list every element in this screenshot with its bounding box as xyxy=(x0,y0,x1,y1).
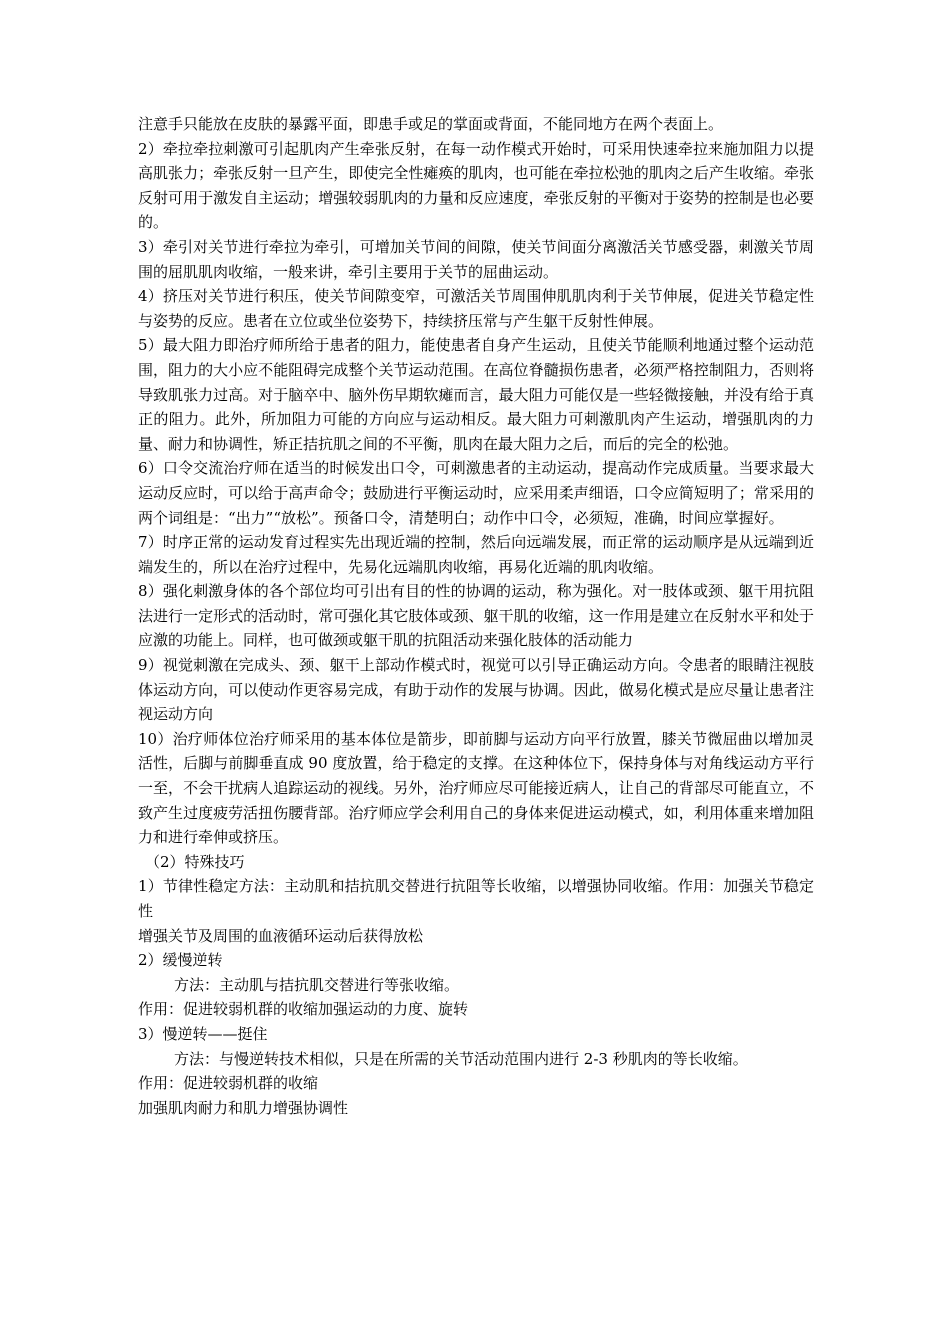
paragraph-traction: 3）牵引对关节进行牵拉为牵引，可增加关节间的间隙，使关节间面分离激活关节感受器，刺激关节周围的屈肌肌肉收缩，一般来讲，牵引主要用于关节的屈曲运动。 xyxy=(138,237,814,281)
paragraph-max-resistance: 5）最大阻力即治疗师所给于患者的阻力，能使患者自身产生运动，且使关节能顺利地通过整个运动范围，阻力的大小应不能阻碍完成整个关节运动范围。在高位脊髓损伤患者，必须严格控制阻力，否则将导致肌张力过高。对于脑卒中、脑外伤早期软瘫而言，最大阻力可能仅是一些轻微接触，并没有给于真正的阻力。此外，所加阻力可能的方向应与运动相反。最大阻力可刺激肌肉产生运动，增强肌肉的力量、耐力和协调性，矫正拮抗肌之间的不平衡，肌肉在最大阻力之后，而后的完全的松弛。 xyxy=(138,336,814,453)
paragraph-approximation: 4）挤压对关节进行积压，使关节间隙变窄，可激活关节周围伸肌肌肉利于关节伸展，促进关节稳定性与姿势的反应。患者在立位或坐位姿势下，持续挤压常与产生躯干反射性伸展。 xyxy=(138,287,814,330)
section-heading-special-techniques: （2）特殊技巧 xyxy=(145,852,245,871)
paragraph-slow-reversal-method: 方法：主动肌与拮抗肌交替进行等张收缩。 xyxy=(174,975,460,994)
document-page xyxy=(138,112,814,1120)
paragraph-rhythmic-stabilization: 1）节律性稳定方法：主动肌和拮抗肌交替进行抗阻等长收缩，以增强协同收缩。作用：加强关节稳定性 xyxy=(138,877,814,920)
paragraph-circulation: 增强关节及周围的血液循环运动后获得放松 xyxy=(138,926,424,945)
paragraph-reinforcement: 8）强化刺激身体的各个部位均可引出有目的性的协调的运动，称为强化。对一肢体或颈、躯干用抗阻法进行一定形式的活动时，常可强化其它肢体或颈、躯干肌的收缩，这一作用是建立在反射水平和处于应激的功能上。同样，也可做颈或躯干肌的抗阻活动来强化肢体的活动能力 xyxy=(138,582,814,650)
paragraph-verbal-command: 6）口令交流治疗师在适当的时候发出口令，可刺激患者的主动运动，提高动作完成质量。当要求最大运动反应时，可以给于高声命令；鼓励进行平衡运动时，应采用柔声细语，口令应简短明了；常采用的两个词组是：“出力”“放松”。预备口令，清楚明白；动作中口令，必须短，准确，时间应掌握好。 xyxy=(138,459,814,527)
paragraph-slow-reversal-title: 2）缓慢逆转 xyxy=(138,951,223,970)
paragraph-slow-reversal-effect: 作用：促进较弱机群的收缩加强运动的力度、旋转 xyxy=(138,1000,469,1019)
paragraph-endurance: 加强肌肉耐力和肌力增强协调性 xyxy=(138,1098,349,1117)
paragraph-slow-reversal-hold-method: 方法：与慢逆转技术相似，只是在所需的关节活动范围内进行 2-3 秒肌肉的等长收缩。 xyxy=(174,1049,748,1068)
paragraph-stretch: 2）牵拉牵拉刺激可引起肌肉产生牵张反射，在每一动作模式开始时，可采用快速牵拉来施加阻力以提高肌张力；牵张反射一旦产生，即使完全性瘫痪的肌肉，也可能在牵拉松弛的肌肉之后产生收缩。牵张反射可用于激发自主运动；增强较弱肌肉的力量和反应速度，牵张反射的平衡对于姿势的控制是也必要的。 xyxy=(138,139,814,232)
paragraph-hand-placement: 注意手只能放在皮肤的暴露平面，即患手或足的掌面或背面，不能同地方在两个表面上。 xyxy=(138,115,724,133)
paragraph-visual-stimulus: 9）视觉刺激在完成头、颈、躯干上部动作模式时，视觉可以引导正确运动方向。令患者的眼睛注视肢体运动方向，可以使动作更容易完成，有助于动作的发展与协调。因此，做易化模式是应尽量让患者注视运动方向 xyxy=(138,656,814,724)
paragraph-slow-reversal-hold-effect: 作用：促进较弱机群的收缩 xyxy=(138,1074,319,1093)
paragraph-timing: 7）时序正常的运动发育过程实先出现近端的控制，然后向远端发展，而正常的运动顺序是从远端到近端发生的，所以在治疗过程中，先易化远端肌肉收缩，再易化近端的肌肉收缩。 xyxy=(138,533,814,576)
paragraph-slow-reversal-hold-title: 3）慢逆转——挺住 xyxy=(138,1024,268,1043)
paragraph-therapist-position: 10）治疗师体位治疗师采用的基本体位是箭步，即前脚与运动方向平行放置，膝关节微屈曲以增加灵活性，后脚与前脚垂直成 90 度放置，给于稳定的支撑。在这种体位下，保持身体与对角线运动方平行一至，不会干扰病人追踪运动的视线。另外，治疗师应尽可能接近病人，让自己的背部尽可能直立，不致产生过度疲劳活扭伤腰背部。治疗师应学会利用自己的身体来促进运动模式，如，利用体重来增加阻力和进行牵伸或挤压。 xyxy=(138,729,814,847)
